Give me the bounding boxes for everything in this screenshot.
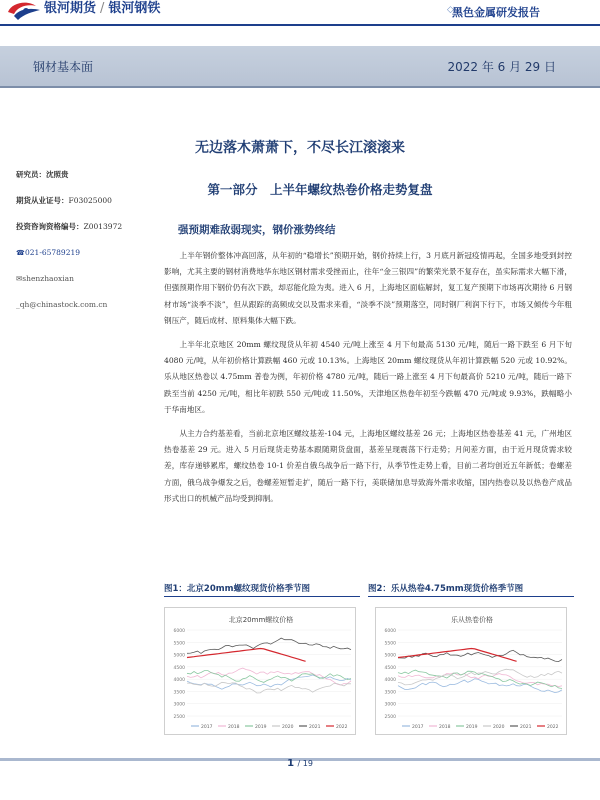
chart-legend-label: 2018 <box>439 725 451 730</box>
chart-legend-label: 2019 <box>255 725 267 730</box>
chart-y-tick: 3500 <box>173 690 185 696</box>
chart-y-tick: 4000 <box>173 678 185 684</box>
report-type: 黑色金属研发报告 <box>452 6 540 19</box>
paragraph-3: 从主力合约基差看，当前北京地区螺纹基差-104 元，上海地区螺纹基差 26 元；上海地区热卷基差 41 元，广州地区热卷基差 29 元。进入 5 月后现货走势基本跟随期货盘面，基差呈现震荡下行走势；月间差方面，由于近月现货需求较差，库存递够累库，螺纹热卷 10-1 价差自俄乌战争后一路下行，从季节性走势上看，目前二者均创近五年新低；卷螺差方面，俄乌战争爆发之后，卷螺差短暂走扩，随后一路下行，美联储加息导致海外需求收缩，国内热卷以及以热卷产成品形式出口的机械产品均受到抑制。 <box>164 429 572 503</box>
figure-2-chart <box>375 607 567 735</box>
brand-separator: / <box>100 1 105 16</box>
license-number: F03025000 <box>68 196 112 205</box>
phone-line <box>16 248 158 274</box>
mail-icon: ✉ <box>16 274 23 283</box>
chart-y-tick: 4500 <box>384 665 396 671</box>
report-category: 钢材基本面 <box>33 60 94 74</box>
chart-legend-label: 2021 <box>520 725 532 730</box>
phone-icon: ☎ <box>16 249 25 257</box>
page-title: 无边落木萧萧下，不尽长江滚滚来 <box>195 140 405 156</box>
chart-legend-label: 2021 <box>309 725 321 730</box>
chart-y-tick: 5000 <box>173 653 185 659</box>
consult-line <box>16 222 158 248</box>
article-body <box>164 248 572 515</box>
paragraph-2: 上半年北京地区 20mm 螺纹现货从年初 4540 元/吨上涨至 4 月下旬最高 5130 元/吨，随后一路下跌至 6 月下旬 4080 元/吨，从年初价格计算跌幅 460 元或 10.13%。上海地区 20mm 螺纹现货从年初计算跌幅 520 元或 10.92%。乐从地区热卷以 4.75mm 普卷为例，年初价格 4780 元/吨，随后一路上涨至 4 月下旬最高价 5210 元/吨，随后一路下跌至当前 4250 元/吨，相比年初跌 550 元/吨或 11.50%，天津地区热卷年初至今跌幅 470 元/吨或 9.93%，跌幅略小于华南地区。 <box>164 340 572 414</box>
consult-label: 投资咨询资格编号： <box>16 222 84 231</box>
chart-legend-label: 2017 <box>201 725 213 730</box>
chart-y-tick: 4000 <box>384 678 396 684</box>
chart-legend-label: 2019 <box>466 725 478 730</box>
page-number <box>0 758 600 769</box>
figure-1-rule <box>164 596 360 597</box>
report-date: 2022 年 6 月 29 日 <box>447 60 556 74</box>
analyst-label: 研究员： <box>16 170 46 179</box>
brand-secondary: 银河钢铁 <box>108 1 161 16</box>
consult-number: Z0013972 <box>83 222 123 231</box>
chart-series-line <box>398 679 562 693</box>
category-banner <box>0 46 600 88</box>
figure-1-inner-title: 北京20mm螺纹价格 <box>228 616 294 624</box>
page-total: / 19 <box>297 759 313 768</box>
paragraph-1: 上半年钢价整体冲高回落，从年初的“稳增长”预期开始，钢价持续上行，3 月底月新冠疫情再起，全国多地受到封控影响，尤其主要的钢材消费地华东地区钢材需求受挫而止，往年“金三银四”的繁荣光景不复存在，虽实际需求大幅下滑，但强预期作用下钢价仍有次下跌，却忍能化险为夷。进入 6 月，上海地区面临解封，复工复产预期下市场再次期待 6 月钢材市场“淡季不淡”，但从跟踪的高频成交以及需求来看，“淡季不淡”预期落空，同时钢厂利润下行下，市场又倾传今年粗钢压产，随后成材、原料集体大幅下跌。 <box>164 251 572 325</box>
report-header <box>0 0 600 26</box>
chart-series-line <box>187 675 351 689</box>
email-address[interactable]: _qh@chinastock.com.cn <box>16 300 108 309</box>
chart-y-tick: 5500 <box>384 641 396 647</box>
figure-2-caption: 图2：乐从热卷4.75mm现货价格季节图 <box>368 584 524 594</box>
chart-y-tick: 3000 <box>384 702 396 708</box>
chart-y-tick: 5500 <box>173 641 185 647</box>
phone-number[interactable]: 021-65789219 <box>25 248 81 257</box>
license-label: 期货从业证号： <box>16 196 69 205</box>
brand-primary: 银河期货 <box>44 1 97 16</box>
analyst-sidebar <box>16 170 158 326</box>
chart-legend-label: 2017 <box>412 725 424 730</box>
analyst-line <box>16 170 158 196</box>
figure-1-svg <box>165 608 357 736</box>
figure-2-svg <box>376 608 568 736</box>
email-line <box>16 300 158 326</box>
chart-legend-label: 2022 <box>547 725 559 730</box>
license-line <box>16 196 158 222</box>
chart-y-tick: 5000 <box>384 653 396 659</box>
section-heading: 第一部分 上半年螺纹热卷价格走势复盘 <box>207 182 433 197</box>
wechat-line <box>16 274 158 300</box>
galaxy-logo-icon <box>6 0 42 20</box>
header-divider <box>0 24 600 26</box>
chart-series-line <box>398 650 562 661</box>
wechat-id: shenzhaoxian <box>22 274 74 283</box>
subsection-heading: 强预期难敌弱现实，钢价涨势终结 <box>178 224 336 236</box>
chart-legend-label: 2022 <box>336 725 348 730</box>
chart-y-tick: 4500 <box>173 665 185 671</box>
chart-legend-label: 2020 <box>493 725 505 730</box>
chart-y-tick: 6000 <box>384 629 396 634</box>
figure-2-inner-title: 乐从热卷价格 <box>451 616 493 624</box>
chart-y-tick: 2500 <box>384 715 396 720</box>
brand-name <box>44 0 160 20</box>
analyst-name: 沈照贵 <box>46 170 69 179</box>
chart-y-tick: 3000 <box>173 702 185 708</box>
chart-series-line <box>187 649 306 662</box>
diamond-icon: ◇ <box>447 5 454 15</box>
chart-y-tick: 3500 <box>384 690 396 696</box>
chart-y-tick: 2500 <box>173 715 185 720</box>
chart-legend-label: 2020 <box>282 725 294 730</box>
chart-legend-label: 2018 <box>228 725 240 730</box>
figure-1-caption: 图1：北京20mm螺纹现货价格季节图 <box>164 584 310 594</box>
figure-2-rule <box>368 596 574 597</box>
chart-y-tick: 6000 <box>173 629 185 634</box>
page-current: 1 <box>287 758 295 769</box>
figure-1-chart <box>164 607 356 735</box>
